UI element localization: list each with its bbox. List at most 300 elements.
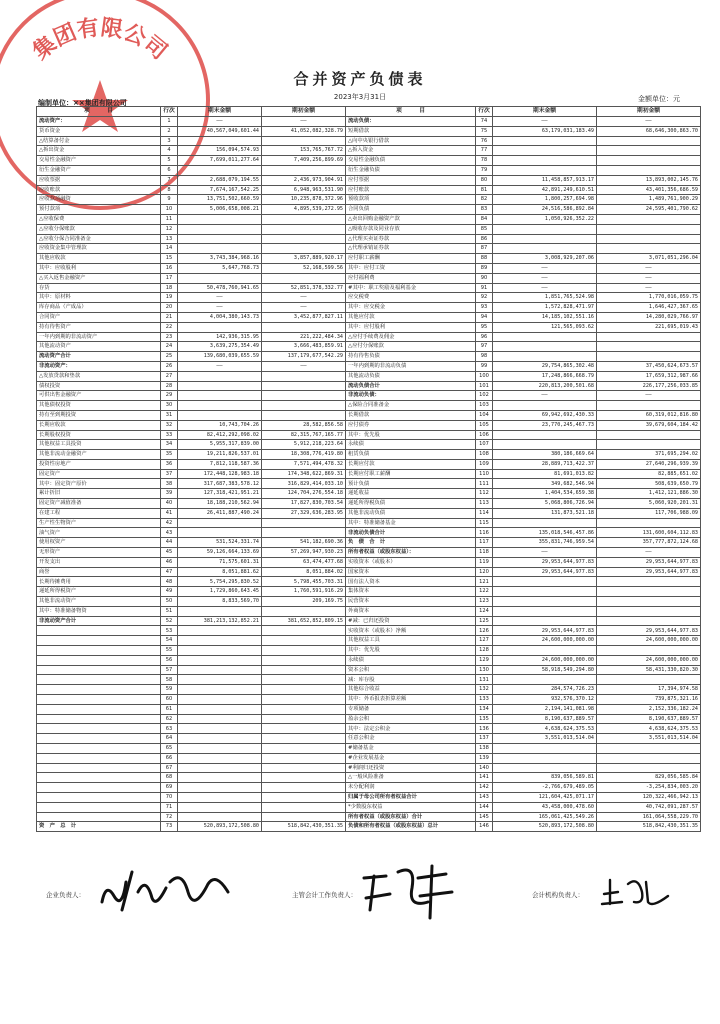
row-item-left: △发放贷款和垫款 [37, 371, 161, 381]
row-begin-left: 28,582,856.58 [262, 420, 346, 430]
table-row [37, 597, 701, 607]
row-end-right: —— [493, 273, 597, 283]
row-begin-left: 41,052,082,328.79 [262, 126, 346, 136]
row-item-right: 所有者权益（或股东权益）合计 [346, 812, 476, 822]
row-line-left: 31 [161, 410, 178, 420]
row-begin-left [262, 655, 346, 665]
row-line-right: 81 [476, 185, 493, 195]
row-item-right: 应付账款 [346, 185, 476, 195]
row-begin-right [597, 244, 701, 254]
table-row [37, 636, 701, 646]
row-begin-left: 27,329,636,283.95 [262, 508, 346, 518]
row-item-right: 其他综合收益 [346, 685, 476, 695]
row-begin-left [262, 136, 346, 146]
table-row [37, 263, 701, 273]
row-line-right: 117 [476, 538, 493, 548]
row-end-left: 156,094,574.93 [178, 146, 262, 156]
row-item-right: 负债和所有者权益（或股东权益）总计 [346, 822, 476, 832]
row-line-left: 59 [161, 685, 178, 695]
row-line-left: 61 [161, 704, 178, 714]
row-end-right: 131,873,521.18 [493, 508, 597, 518]
row-end-right: —— [493, 548, 597, 558]
row-end-left: 381,213,132,852.21 [178, 616, 262, 626]
row-end-right: 17,248,866,668.79 [493, 371, 597, 381]
row-item-right: 衍生金融负债 [346, 165, 476, 175]
row-end-left [178, 665, 262, 675]
row-line-right: 103 [476, 401, 493, 411]
row-line-right: 75 [476, 126, 493, 136]
row-line-left: 65 [161, 744, 178, 754]
row-end-right: 839,056,589.81 [493, 773, 597, 783]
row-line-right: 118 [476, 548, 493, 558]
row-line-right: 137 [476, 734, 493, 744]
row-line-right: 100 [476, 371, 493, 381]
row-line-right: 128 [476, 646, 493, 656]
row-line-right: 140 [476, 763, 493, 773]
row-begin-right: 82,885,651.02 [597, 469, 701, 479]
row-item-right: 其他应付款 [346, 312, 476, 322]
row-begin-left: 18,308,776,419.80 [262, 450, 346, 460]
row-item-left: 其他非流动资产 [37, 597, 161, 607]
row-line-left: 39 [161, 489, 178, 499]
row-end-right: 4,638,624,375.53 [493, 724, 597, 734]
row-line-left: 6 [161, 165, 178, 175]
row-line-left: 2 [161, 126, 178, 136]
row-line-right: 92 [476, 293, 493, 303]
table-row [37, 675, 701, 685]
row-line-left: 35 [161, 450, 178, 460]
row-line-left: 60 [161, 695, 178, 705]
row-end-left: 127,318,421,951.21 [178, 489, 262, 499]
table-row [37, 626, 701, 636]
row-line-right: 91 [476, 283, 493, 293]
row-begin-right: 3,071,051,296.04 [597, 254, 701, 264]
row-end-left [178, 136, 262, 146]
row-begin-left [262, 214, 346, 224]
row-begin-right: 117,706,988.09 [597, 508, 701, 518]
row-line-left: 32 [161, 420, 178, 430]
row-item-right: 流动负债合计 [346, 381, 476, 391]
row-item-left: 流动资产： [37, 117, 161, 127]
row-line-right: 88 [476, 254, 493, 264]
table-row [37, 783, 701, 793]
row-begin-left: 3,666,483,859.91 [262, 342, 346, 352]
row-item-right: △一般风险准备 [346, 773, 476, 783]
row-begin-left: 52,168,599.56 [262, 263, 346, 273]
accounting-head-label: 主管会计工作负责人： [292, 891, 357, 899]
row-end-left: —— [178, 117, 262, 127]
row-line-left: 33 [161, 430, 178, 440]
row-item-right: 其中：应付股利 [346, 322, 476, 332]
row-line-right: 133 [476, 695, 493, 705]
row-item-right: *少数股东权益 [346, 802, 476, 812]
row-end-right: 43,458,000,478.60 [493, 802, 597, 812]
row-end-left: 50,478,760,941.65 [178, 283, 262, 293]
row-line-left: 57 [161, 665, 178, 675]
row-line-right: 102 [476, 391, 493, 401]
row-line-left: 47 [161, 567, 178, 577]
row-end-left [178, 528, 262, 538]
row-line-left: 20 [161, 303, 178, 313]
row-begin-right: 1,646,427,367.65 [597, 303, 701, 313]
row-line-right: 90 [476, 273, 493, 283]
row-item-left [37, 744, 161, 754]
row-line-left: 13 [161, 234, 178, 244]
row-line-right: 99 [476, 361, 493, 371]
row-line-right: 94 [476, 312, 493, 322]
table-row [37, 548, 701, 558]
row-line-right: 111 [476, 479, 493, 489]
row-item-right: 资本公积 [346, 665, 476, 675]
row-begin-left [262, 224, 346, 234]
row-end-left [178, 165, 262, 175]
row-line-right: 130 [476, 665, 493, 675]
table-row [37, 165, 701, 175]
row-begin-right: 27,640,296,939.39 [597, 459, 701, 469]
row-begin-right: 1,412,121,886.30 [597, 489, 701, 499]
row-begin-left [262, 273, 346, 283]
row-end-left [178, 381, 262, 391]
row-line-left: 51 [161, 606, 178, 616]
row-item-right: △代理承销证券款 [346, 244, 476, 254]
row-end-right [493, 440, 597, 450]
row-line-left: 9 [161, 195, 178, 205]
row-begin-left [262, 734, 346, 744]
row-line-left: 46 [161, 557, 178, 567]
row-item-right: 未分配利润 [346, 783, 476, 793]
row-item-left [37, 626, 161, 636]
row-end-right: 220,813,200,501.68 [493, 381, 597, 391]
row-end-right [493, 224, 597, 234]
row-begin-left [262, 763, 346, 773]
row-item-left: 非流动资产合计 [37, 616, 161, 626]
row-end-right: 14,185,102,551.16 [493, 312, 597, 322]
row-item-left: 应收款项融资 [37, 195, 161, 205]
table-header-row [37, 107, 701, 117]
row-line-right: 74 [476, 117, 493, 127]
table-row [37, 371, 701, 381]
row-begin-right [597, 224, 701, 234]
row-end-left: —— [178, 361, 262, 371]
row-end-right: 1,851,765,524.98 [493, 293, 597, 303]
row-begin-left: 7,571,494,478.32 [262, 459, 346, 469]
row-begin-left: —— [262, 361, 346, 371]
row-begin-right [597, 597, 701, 607]
row-item-right: △拆入资金 [346, 146, 476, 156]
row-item-left: 其他债权投资 [37, 401, 161, 411]
row-begin-right [597, 753, 701, 763]
row-begin-right: 24,600,000,000.00 [597, 636, 701, 646]
table-row [37, 410, 701, 420]
row-begin-left [262, 518, 346, 528]
row-begin-right: 58,431,330,820.30 [597, 665, 701, 675]
row-end-left: 5,647,768.73 [178, 263, 262, 273]
row-line-right: 84 [476, 214, 493, 224]
row-begin-left: 3,857,889,920.17 [262, 254, 346, 264]
row-end-right [493, 587, 597, 597]
svg-text:集团有限公司 [28, 14, 171, 64]
row-line-left: 8 [161, 185, 178, 195]
row-line-right: 89 [476, 263, 493, 273]
row-end-right: -2,766,679,489.05 [493, 783, 597, 793]
table-row [37, 655, 701, 665]
row-line-left: 44 [161, 538, 178, 548]
table-row [37, 332, 701, 342]
header-line-left: 行次 [161, 107, 178, 117]
row-begin-right: 120,322,466,942.13 [597, 792, 701, 802]
row-item-left [37, 646, 161, 656]
row-line-left: 16 [161, 263, 178, 273]
row-item-right: △应付手续费及佣金 [346, 332, 476, 342]
row-line-right: 77 [476, 146, 493, 156]
row-line-right: 93 [476, 303, 493, 313]
row-item-left [37, 802, 161, 812]
row-end-right: 29,953,644,977.83 [493, 557, 597, 567]
row-begin-left [262, 391, 346, 401]
header-end-left: 期末金额 [178, 107, 262, 117]
row-end-right [493, 763, 597, 773]
table-row [37, 322, 701, 332]
row-begin-left: 8,051,884.02 [262, 567, 346, 577]
row-item-right: 递延所得税负债 [346, 499, 476, 509]
row-begin-left [262, 792, 346, 802]
table-row [37, 126, 701, 136]
row-line-left: 23 [161, 332, 178, 342]
row-end-left: 139,680,039,655.59 [178, 352, 262, 362]
table-row [37, 812, 701, 822]
row-item-right: #企业发展基金 [346, 753, 476, 763]
row-begin-right: 29,953,644,977.83 [597, 557, 701, 567]
row-item-left [37, 685, 161, 695]
row-line-left: 18 [161, 283, 178, 293]
row-begin-left [262, 685, 346, 695]
row-line-left: 5 [161, 156, 178, 166]
table-row [37, 391, 701, 401]
row-item-left: 其他权益工具投资 [37, 440, 161, 450]
row-line-right: 79 [476, 165, 493, 175]
table-row [37, 518, 701, 528]
row-line-right: 78 [476, 156, 493, 166]
row-line-right: 134 [476, 704, 493, 714]
row-begin-left [262, 753, 346, 763]
table-body [37, 117, 701, 832]
row-item-left: 其中：原材料 [37, 293, 161, 303]
row-item-left [37, 665, 161, 675]
dept-head-label: 会计机构负责人： [532, 891, 584, 899]
table-row [37, 450, 701, 460]
row-line-left: 29 [161, 391, 178, 401]
row-end-left: 5,955,317,839.00 [178, 440, 262, 450]
table-row [37, 185, 701, 195]
row-begin-left [262, 695, 346, 705]
row-line-left: 42 [161, 518, 178, 528]
row-item-right: 应付债券 [346, 420, 476, 430]
row-end-right [493, 675, 597, 685]
row-end-right [493, 606, 597, 616]
row-item-left: 累计折旧 [37, 489, 161, 499]
row-line-left: 52 [161, 616, 178, 626]
row-item-left: 流动资产合计 [37, 352, 161, 362]
row-end-right: 42,891,249,610.51 [493, 185, 597, 195]
row-end-left [178, 792, 262, 802]
row-end-right: 8,190,637,889.57 [493, 714, 597, 724]
row-end-left [178, 234, 262, 244]
table-row [37, 763, 701, 773]
row-begin-right: 3,551,013,514.04 [597, 734, 701, 744]
seal-text: 集团有限公司 [28, 15, 172, 65]
row-item-left [37, 704, 161, 714]
table-row [37, 224, 701, 234]
row-end-right: 5,068,806,726.94 [493, 499, 597, 509]
row-end-left [178, 734, 262, 744]
row-begin-right [597, 352, 701, 362]
row-end-left: 7,812,118,587.36 [178, 459, 262, 469]
row-end-right: —— [493, 263, 597, 273]
row-item-left [37, 753, 161, 763]
row-item-left: 一年内到期的非流动资产 [37, 332, 161, 342]
row-begin-right: 14,280,029,766.97 [597, 312, 701, 322]
row-line-right: 132 [476, 685, 493, 695]
row-line-right: 97 [476, 342, 493, 352]
row-item-right: 民营资本 [346, 597, 476, 607]
row-begin-right [597, 342, 701, 352]
row-begin-left [262, 401, 346, 411]
row-line-right: 114 [476, 508, 493, 518]
row-begin-right: 13,893,002,145.76 [597, 175, 701, 185]
row-begin-left: —— [262, 293, 346, 303]
row-end-right: 1,572,828,471.97 [493, 303, 597, 313]
row-end-left [178, 783, 262, 793]
table-row [37, 303, 701, 313]
table-row [37, 704, 701, 714]
table-row [37, 773, 701, 783]
row-item-right: 所有者权益（或股东权益）： [346, 548, 476, 558]
row-line-right: 109 [476, 459, 493, 469]
row-end-left [178, 224, 262, 234]
row-begin-left [262, 802, 346, 812]
row-line-right: 116 [476, 528, 493, 538]
row-line-right: 125 [476, 616, 493, 626]
row-item-right: △卖出回购金融资产款 [346, 214, 476, 224]
signature-dept-head [598, 872, 678, 912]
table-row [37, 577, 701, 587]
header-begin-right: 期初金额 [597, 107, 701, 117]
table-row [37, 342, 701, 352]
row-item-right: 应付职工薪酬 [346, 254, 476, 264]
row-end-right: 3,008,929,207.06 [493, 254, 597, 264]
row-line-left: 36 [161, 459, 178, 469]
row-line-right: 119 [476, 557, 493, 567]
row-end-right: 165,061,425,549.26 [493, 812, 597, 822]
row-item-right: 预收款项 [346, 195, 476, 205]
row-item-left: 其中：特准储备物资 [37, 606, 161, 616]
row-end-left [178, 646, 262, 656]
row-begin-right [597, 587, 701, 597]
table-row [37, 479, 701, 489]
row-line-left: 53 [161, 626, 178, 636]
row-end-left: 7,699,011,277.64 [178, 156, 262, 166]
row-item-right: △保险合同准备金 [346, 401, 476, 411]
row-begin-left [262, 322, 346, 332]
row-begin-left: 541,182,690.36 [262, 538, 346, 548]
row-line-left: 30 [161, 401, 178, 411]
row-line-right: 86 [476, 234, 493, 244]
row-item-left: 资 产 总 计 [37, 822, 161, 832]
row-line-left: 41 [161, 508, 178, 518]
row-item-left [37, 695, 161, 705]
row-end-right: 24,600,000,000.00 [493, 655, 597, 665]
row-line-right: 139 [476, 753, 493, 763]
row-end-right: —— [493, 117, 597, 127]
table-row [37, 214, 701, 224]
row-end-right: —— [493, 283, 597, 293]
table-row [37, 254, 701, 264]
row-end-right: 121,565,093.62 [493, 322, 597, 332]
row-end-right: 1,800,257,694.98 [493, 195, 597, 205]
row-line-right: 135 [476, 714, 493, 724]
row-line-left: 45 [161, 548, 178, 558]
row-begin-right: -3,254,834,003.20 [597, 783, 701, 793]
row-end-left: 531,524,331.74 [178, 538, 262, 548]
row-line-right: 82 [476, 195, 493, 205]
row-begin-right: 1,489,761,900.29 [597, 195, 701, 205]
unit-label: 金额单位：元 [638, 95, 680, 103]
row-line-left: 14 [161, 244, 178, 254]
table-row [37, 685, 701, 695]
row-end-right [493, 156, 597, 166]
row-end-left: 1,729,860,643.45 [178, 587, 262, 597]
row-line-right: 113 [476, 499, 493, 509]
table-row [37, 136, 701, 146]
row-begin-left [262, 381, 346, 391]
row-item-right: 盈余公积 [346, 714, 476, 724]
row-begin-left: —— [262, 117, 346, 127]
row-end-right [493, 597, 597, 607]
row-end-left [178, 391, 262, 401]
row-end-right: 24,600,000,000.00 [493, 636, 597, 646]
row-begin-left: 10,235,878,372.96 [262, 195, 346, 205]
table-row [37, 195, 701, 205]
row-begin-right: 5,060,920,201.31 [597, 499, 701, 509]
row-begin-left: —— [262, 303, 346, 313]
table-row [37, 361, 701, 371]
table-row [37, 538, 701, 548]
row-begin-right: 39,679,604,184.42 [597, 420, 701, 430]
row-item-right: 减：库存股 [346, 675, 476, 685]
row-end-right: 1,404,534,659.38 [493, 489, 597, 499]
table-row [37, 734, 701, 744]
company-name: 编制单位：××集团有限公司 [38, 99, 127, 107]
row-begin-left [262, 528, 346, 538]
row-end-left: —— [178, 303, 262, 313]
row-begin-right: 131,600,604,112.83 [597, 528, 701, 538]
row-begin-left: 52,851,378,332.77 [262, 283, 346, 293]
row-begin-right: 17,394,974.58 [597, 685, 701, 695]
row-end-left: 82,412,292,098.02 [178, 430, 262, 440]
row-line-right: 108 [476, 450, 493, 460]
row-line-left: 71 [161, 802, 178, 812]
row-line-right: 83 [476, 205, 493, 215]
row-begin-right: 357,777,872,124.68 [597, 538, 701, 548]
row-line-right: 127 [476, 636, 493, 646]
row-line-right: 98 [476, 352, 493, 362]
row-end-right: 3,551,013,514.04 [493, 734, 597, 744]
row-line-left: 25 [161, 352, 178, 362]
row-begin-left [262, 636, 346, 646]
table-row [37, 567, 701, 577]
row-item-right: 应交税费 [346, 293, 476, 303]
row-end-right [493, 753, 597, 763]
